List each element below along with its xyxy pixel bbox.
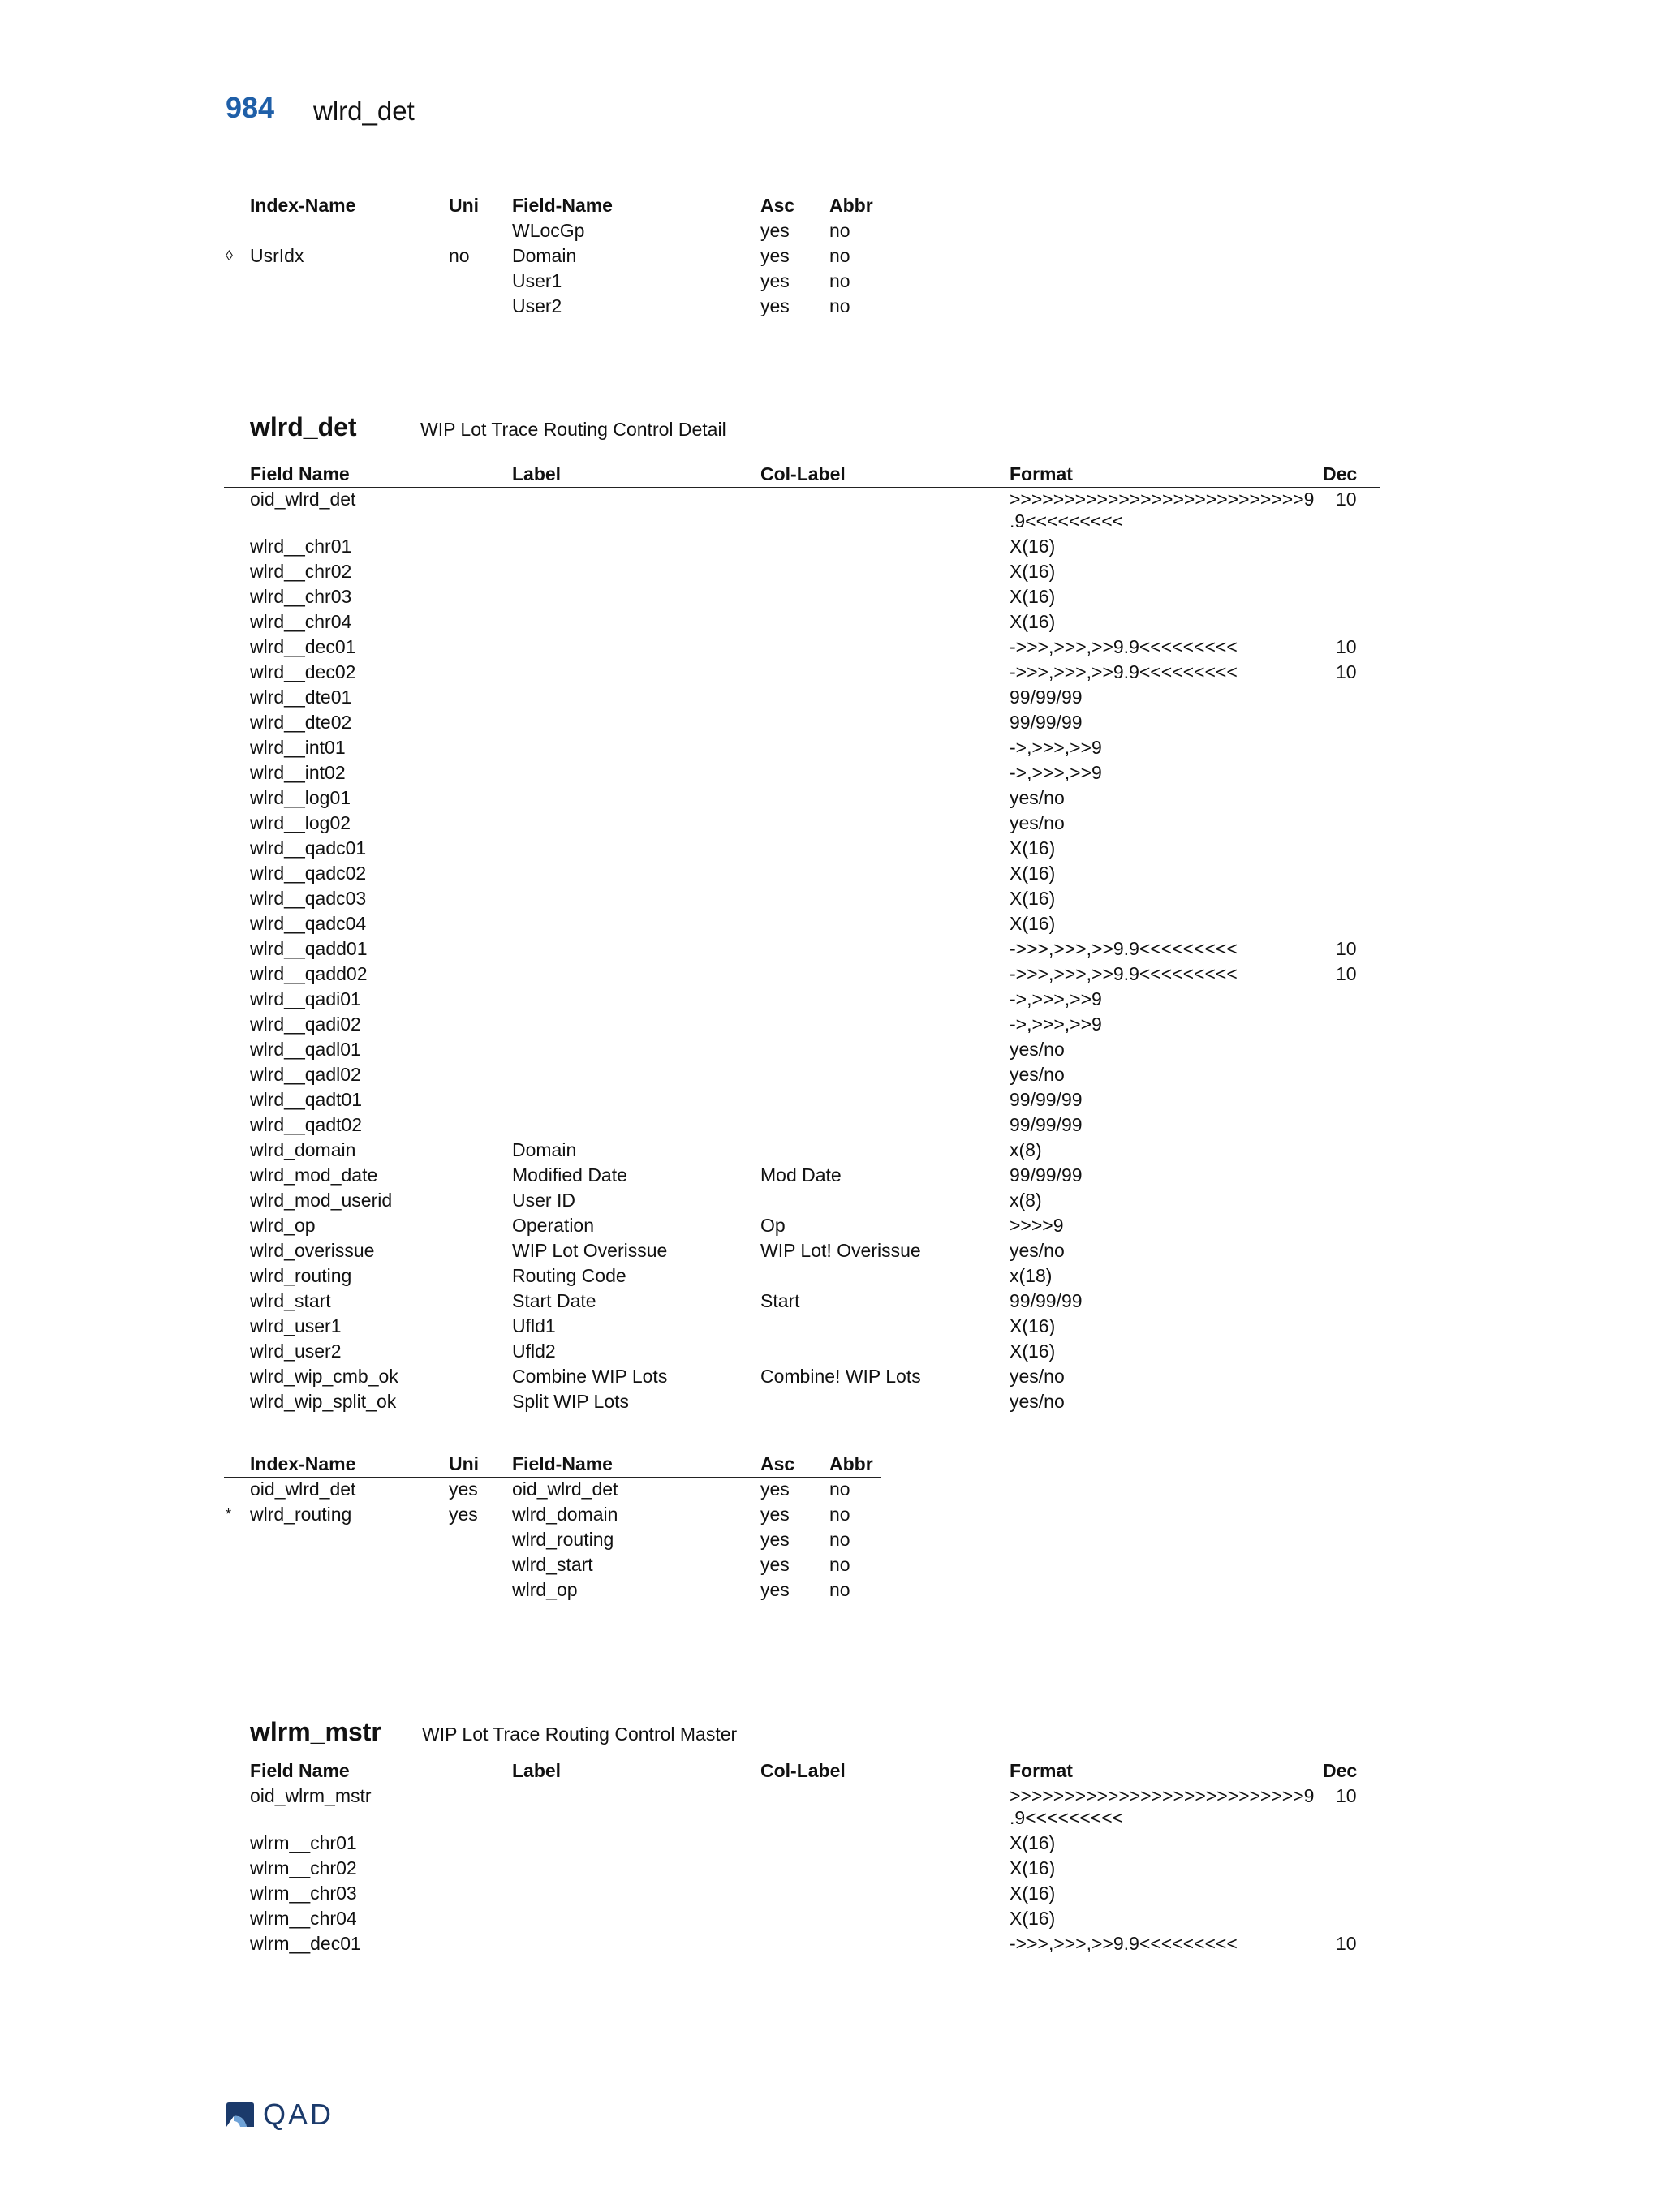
field-rows [224,1784,1380,1956]
asc-header: Asc [760,195,795,216]
field-label: WIP Lot Overissue [512,1240,668,1261]
table-row [224,987,1380,1012]
field-label: Ufld2 [512,1341,556,1362]
section-title-wlrd-det [250,412,726,442]
table-name: wlrm_mstr [250,1717,381,1746]
field-format: ->>>,>>>,>>9.9<<<<<<<<< [1010,938,1238,959]
table-row [224,836,1380,861]
index-name: oid_wlrd_det [250,1478,356,1500]
field-format: >>>>>>>>>>>>>>>>>>>>>>>>>>>9 [1010,488,1315,510]
field-name: wlrd__qadc03 [250,888,367,909]
table-row [224,1213,1380,1238]
field-format: ->>>,>>>,>>9.9<<<<<<<<< [1010,1933,1238,1954]
ascending-flag: yes [760,1478,790,1500]
field-format: >>>>>>>>>>>>>>>>>>>>>>>>>>>9 [1010,1785,1315,1806]
index-field-name: WLocGp [512,220,585,241]
abbr-header: Abbr [829,195,873,216]
field-name: wlrd__log01 [250,787,351,808]
abbreviated-flag: no [829,1529,850,1550]
field-name: wlrm__chr02 [250,1857,357,1878]
col-label-header: Col-Label [760,1760,846,1781]
table-row [224,1238,1380,1263]
field-name: wlrd__chr02 [250,561,352,582]
field-name: wlrd__qadl02 [250,1064,361,1085]
table-row [224,1188,1380,1213]
field-col-label: Op [760,1215,786,1236]
field-name: wlrd_user2 [250,1341,342,1362]
table-row [224,685,1380,710]
index-table-wlrd-det [224,1452,889,1603]
field-format: 99/99/99 [1010,1290,1083,1311]
table-row [224,1906,1380,1931]
table-row [224,609,1380,635]
field-col-label: Start [760,1290,800,1311]
field-name: wlrd__int01 [250,737,346,758]
field-name: wlrd_mod_userid [250,1190,393,1211]
field-name: wlrd__qadc04 [250,913,367,934]
field-format: ->>>,>>>,>>9.9<<<<<<<<< [1010,636,1238,657]
field-format: yes/no [1010,1391,1065,1412]
field-header-row [224,462,1380,487]
field-format: ->,>>>,>>9 [1010,737,1102,758]
field-name: wlrd__dte02 [250,712,352,733]
field-format: ->,>>>,>>9 [1010,988,1102,1009]
table-row [224,635,1380,660]
ascending-flag: yes [760,1554,790,1575]
field-format: x(8) [1010,1190,1042,1211]
field-name: wlrd__qadi01 [250,988,361,1009]
index-field-name: wlrd_routing [512,1529,614,1550]
table-row [224,534,1380,559]
field-name: wlrd_op [250,1215,316,1236]
field-name-header: Field-Name [512,1453,613,1474]
field-format: 99/99/99 [1010,686,1083,708]
table-row [224,1831,1380,1856]
dec-header: Dec [1323,1760,1358,1781]
field-format: X(16) [1010,913,1056,934]
table-row [224,1931,1380,1956]
index-field-name: User1 [512,270,562,291]
asc-header: Asc [760,1453,795,1474]
index-header-row [224,193,889,218]
table-row [224,1087,1380,1112]
field-name: wlrd__dec01 [250,636,356,657]
field-format: yes/no [1010,1064,1065,1085]
index-row [224,218,889,243]
abbr-header: Abbr [829,1453,873,1474]
table-row [224,660,1380,685]
unique-flag: no [449,245,470,266]
field-format: X(16) [1010,611,1056,632]
table-row [224,584,1380,609]
table-description: WIP Lot Trace Routing Control Master [422,1724,738,1745]
index-row [224,1552,889,1577]
field-format: yes/no [1010,1240,1065,1261]
index-row [224,269,889,294]
table-row [224,1062,1380,1087]
index-name-header: Index-Name [250,1453,356,1474]
field-name: wlrm__chr01 [250,1832,357,1853]
field-name: wlrd_wip_split_ok [250,1391,397,1412]
field-name: wlrd__qadt01 [250,1089,363,1110]
field-name: wlrd__qadi02 [250,1013,361,1035]
ascending-flag: yes [760,220,790,241]
field-format: X(16) [1010,1832,1056,1853]
table-row [224,1289,1380,1314]
table-row [224,811,1380,836]
index-row [224,1577,889,1603]
field-name: wlrd__qadl01 [250,1039,361,1060]
field-label: Ufld1 [512,1315,556,1336]
index-name-header: Index-Name [250,195,356,216]
field-name: wlrd__dec02 [250,661,356,682]
index-row [224,243,889,269]
uni-header: Uni [449,195,480,216]
index-field-name: oid_wlrd_det [512,1478,618,1500]
index-name: UsrIdx [250,245,304,266]
field-name-header: Field Name [250,463,350,484]
field-format: ->>>,>>>,>>9.9<<<<<<<<< [1010,963,1238,984]
field-format: X(16) [1010,888,1056,909]
field-name: wlrd_wip_cmb_ok [250,1366,398,1387]
table-row [224,1012,1380,1037]
table-row [224,1314,1380,1339]
table-row [224,1881,1380,1906]
ascending-flag: yes [760,295,790,316]
field-table-wlrd-det [224,462,1380,1414]
field-name: wlrm__chr04 [250,1908,357,1929]
field-name-header: Field-Name [512,195,613,216]
field-label: Operation [512,1215,595,1236]
table-row [224,911,1380,936]
field-name: wlrd_routing [250,1265,352,1286]
unique-flag: yes [449,1478,478,1500]
table-row [224,936,1380,962]
field-label: Domain [512,1139,577,1160]
field-name: wlrd__qadd02 [250,963,368,984]
section-title-wlrm-mstr [250,1717,738,1747]
table-row [224,735,1380,760]
field-name: oid_wlrm_mstr [250,1785,372,1806]
ascending-flag: yes [760,1579,790,1600]
ascending-flag: yes [760,245,790,266]
field-name: wlrd__dte01 [250,686,352,708]
abbreviated-flag: no [829,295,850,316]
table-row [224,1138,1380,1163]
field-label: Modified Date [512,1164,627,1186]
field-format: X(16) [1010,1908,1056,1929]
table-row [224,559,1380,584]
index-table-continued [224,193,889,319]
field-decimals: 10 [1336,938,1357,959]
field-name: wlrm__dec01 [250,1933,361,1954]
field-col-label: Mod Date [760,1164,842,1186]
field-name: wlrm__chr03 [250,1883,357,1904]
index-row [224,294,889,319]
field-decimals: 10 [1336,1785,1357,1806]
index-marker: * [226,1506,232,1522]
index-field-name: wlrd_start [512,1554,593,1575]
qad-logo [224,2098,354,2131]
index-header-row [224,1452,889,1477]
format-header: Format [1010,463,1073,484]
field-rows [224,487,1380,1414]
format-header: Format [1010,1760,1073,1781]
field-decimals: 10 [1336,661,1357,682]
table-row [224,1389,1380,1414]
field-format: X(16) [1010,1315,1056,1336]
field-name: wlrd__qadc02 [250,863,367,884]
field-name: wlrd__chr01 [250,536,352,557]
field-format: 99/99/99 [1010,1089,1083,1110]
field-name: wlrd_overissue [250,1240,375,1261]
field-name: wlrd__qadd01 [250,938,368,959]
field-format: X(16) [1010,536,1056,557]
field-format: x(18) [1010,1265,1053,1286]
abbreviated-flag: no [829,1504,850,1525]
field-format: x(8) [1010,1139,1042,1160]
qad-logo-icon [224,2100,256,2129]
field-decimals: 10 [1336,963,1357,984]
field-format: X(16) [1010,863,1056,884]
table-row [224,1037,1380,1062]
field-format: 99/99/99 [1010,712,1083,733]
field-format: ->,>>>,>>9 [1010,762,1102,783]
table-row [224,1784,1380,1831]
field-format: yes/no [1010,1366,1065,1387]
table-row [224,785,1380,811]
table-row [224,1339,1380,1364]
table-row [224,487,1380,534]
ascending-flag: yes [760,1504,790,1525]
index-marker: ◊ [226,247,233,264]
field-label: User ID [512,1190,575,1211]
field-col-label: WIP Lot! Overissue [760,1240,921,1261]
field-format: X(16) [1010,1883,1056,1904]
ascending-flag: yes [760,270,790,291]
label-header: Label [512,463,562,484]
index-field-name: wlrd_op [512,1579,578,1600]
table-row [224,962,1380,987]
field-name-header: Field Name [250,1760,350,1781]
field-format-continued: .9<<<<<<<<< [1010,1807,1124,1828]
logo-wordmark: QAD [263,2098,334,2131]
field-format: 99/99/99 [1010,1164,1083,1186]
field-name: oid_wlrd_det [250,488,356,510]
field-format: yes/no [1010,1039,1065,1060]
abbreviated-flag: no [829,270,850,291]
field-label: Start Date [512,1290,596,1311]
field-name: wlrd_mod_date [250,1164,378,1186]
field-format: X(16) [1010,586,1056,607]
index-field-name: User2 [512,295,562,316]
index-field-name: wlrd_domain [512,1504,618,1525]
field-col-label: Combine! WIP Lots [760,1366,921,1387]
abbreviated-flag: no [829,245,850,266]
index-row [224,1502,889,1527]
table-row [224,1112,1380,1138]
unique-flag: yes [449,1504,478,1525]
table-row [224,1263,1380,1289]
abbreviated-flag: no [829,220,850,241]
col-label-header: Col-Label [760,463,846,484]
index-rows [224,218,889,319]
field-name: wlrd__chr04 [250,611,352,632]
uni-header: Uni [449,1453,480,1474]
index-name: wlrd_routing [250,1504,352,1525]
field-format: X(16) [1010,837,1056,859]
abbreviated-flag: no [829,1579,850,1600]
field-decimals: 10 [1336,488,1357,510]
label-header: Label [512,1760,562,1781]
field-name: wlrd__qadt02 [250,1114,363,1135]
field-decimals: 10 [1336,1933,1357,1954]
table-row [224,760,1380,785]
index-rows [224,1477,889,1603]
field-name: wlrd__qadc01 [250,837,367,859]
dec-header: Dec [1323,463,1358,484]
field-label: Routing Code [512,1265,626,1286]
field-label: Split WIP Lots [512,1391,630,1412]
field-format: ->,>>>,>>9 [1010,1013,1102,1035]
page-number: 984 [226,91,275,124]
abbreviated-flag: no [829,1478,850,1500]
field-name: wlrd__chr03 [250,586,352,607]
field-name: wlrd_user1 [250,1315,342,1336]
abbreviated-flag: no [829,1554,850,1575]
field-format: 99/99/99 [1010,1114,1083,1135]
table-description: WIP Lot Trace Routing Control Detail [420,419,726,440]
field-format: yes/no [1010,787,1065,808]
field-header-row [224,1758,1380,1784]
field-name: wlrd__log02 [250,812,351,833]
table-row [224,886,1380,911]
index-row [224,1477,889,1502]
field-format: X(16) [1010,1341,1056,1362]
table-row [224,710,1380,735]
field-name: wlrd__int02 [250,762,346,783]
field-format: ->>>,>>>,>>9.9<<<<<<<<< [1010,661,1238,682]
field-name: wlrd_start [250,1290,331,1311]
index-row [224,1527,889,1552]
field-format: X(16) [1010,561,1056,582]
field-format: X(16) [1010,1857,1056,1878]
field-decimals: 10 [1336,636,1357,657]
field-table-wlrm-mstr [224,1758,1380,1956]
index-field-name: Domain [512,245,577,266]
table-row [224,861,1380,886]
running-table-name: wlrd_det [313,96,415,126]
table-row [224,1856,1380,1881]
field-format: >>>>9 [1010,1215,1064,1236]
field-label: Combine WIP Lots [512,1366,668,1387]
table-row [224,1364,1380,1389]
table-name: wlrd_det [250,412,357,441]
field-name: wlrd_domain [250,1139,356,1160]
table-row [224,1163,1380,1188]
field-format: yes/no [1010,812,1065,833]
ascending-flag: yes [760,1529,790,1550]
field-format-continued: .9<<<<<<<<< [1010,510,1124,531]
